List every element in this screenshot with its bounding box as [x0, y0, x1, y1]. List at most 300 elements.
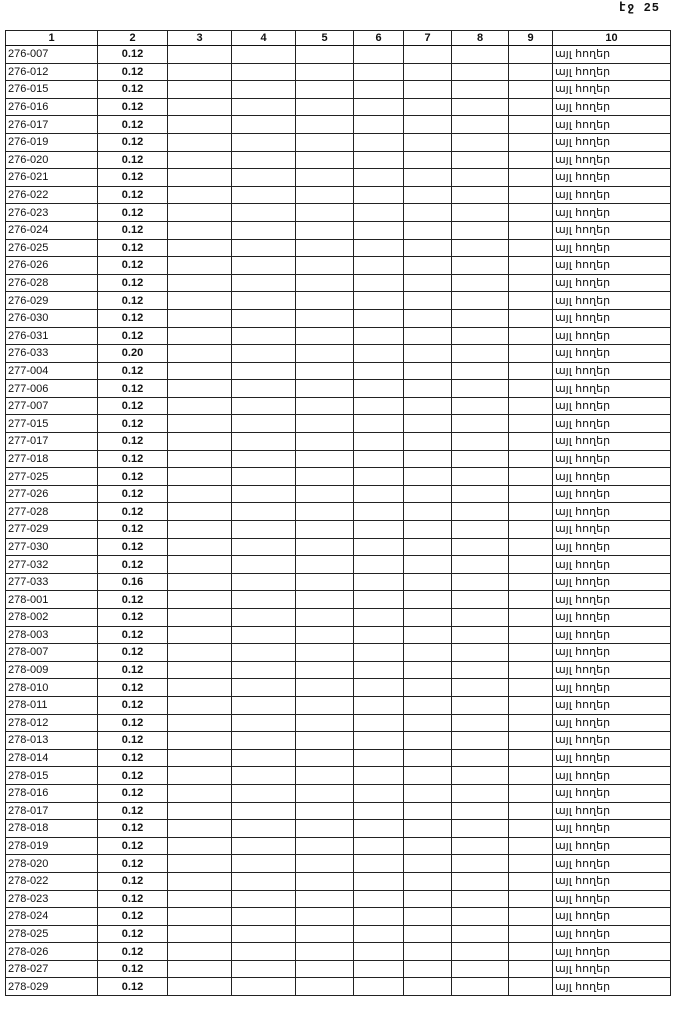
empty-cell [354, 820, 404, 838]
area-value-cell: 0.12 [98, 292, 168, 310]
empty-cell [232, 521, 296, 539]
empty-cell [509, 415, 553, 433]
empty-cell [452, 749, 509, 767]
empty-cell [452, 81, 509, 99]
land-type-cell: այլ հողեր [553, 380, 671, 398]
empty-cell [296, 609, 354, 627]
empty-cell [404, 960, 452, 978]
area-value-cell: 0.12 [98, 239, 168, 257]
empty-cell [404, 362, 452, 380]
empty-cell [354, 872, 404, 890]
empty-cell [296, 661, 354, 679]
parcel-code-cell: 278-025 [6, 925, 98, 943]
area-value-cell: 0.12 [98, 221, 168, 239]
table-row [6, 221, 671, 239]
table-row [6, 292, 671, 310]
empty-cell [452, 116, 509, 134]
empty-cell [354, 644, 404, 662]
empty-cell [232, 380, 296, 398]
empty-cell [452, 485, 509, 503]
empty-cell [296, 98, 354, 116]
land-type-cell: այլ հողեր [553, 626, 671, 644]
land-type-cell: այլ հողեր [553, 538, 671, 556]
table-row [6, 169, 671, 187]
table-row [6, 204, 671, 222]
empty-cell [509, 362, 553, 380]
empty-cell [296, 292, 354, 310]
empty-cell [354, 450, 404, 468]
empty-cell [168, 696, 232, 714]
empty-cell [168, 415, 232, 433]
empty-cell [509, 309, 553, 327]
parcel-code-cell: 278-015 [6, 767, 98, 785]
empty-cell [296, 679, 354, 697]
table-row [6, 151, 671, 169]
empty-cell [452, 855, 509, 873]
table-row [6, 644, 671, 662]
empty-cell [509, 696, 553, 714]
empty-cell [452, 925, 509, 943]
land-type-cell: այլ հողեր [553, 925, 671, 943]
parcel-code-cell: 278-022 [6, 872, 98, 890]
empty-cell [296, 380, 354, 398]
empty-cell [296, 591, 354, 609]
land-type-cell: այլ հողեր [553, 696, 671, 714]
table-row [6, 626, 671, 644]
empty-cell [232, 46, 296, 64]
parcel-code-cell: 278-023 [6, 890, 98, 908]
parcel-code-cell: 278-020 [6, 855, 98, 873]
empty-cell [404, 925, 452, 943]
land-type-cell: այլ հողեր [553, 169, 671, 187]
area-value-cell: 0.12 [98, 960, 168, 978]
empty-cell [168, 626, 232, 644]
empty-cell [354, 661, 404, 679]
area-value-cell: 0.12 [98, 890, 168, 908]
parcel-code-cell: 276-007 [6, 46, 98, 64]
table-row [6, 63, 671, 81]
table-row [6, 538, 671, 556]
empty-cell [509, 292, 553, 310]
empty-cell [232, 644, 296, 662]
land-type-cell: այլ հողեր [553, 116, 671, 134]
table-row [6, 890, 671, 908]
empty-cell [452, 890, 509, 908]
empty-cell [232, 169, 296, 187]
empty-cell [509, 204, 553, 222]
empty-cell [404, 116, 452, 134]
land-type-cell: այլ հողեր [553, 133, 671, 151]
empty-cell [296, 450, 354, 468]
land-type-cell: այլ հողեր [553, 397, 671, 415]
empty-cell [404, 767, 452, 785]
empty-cell [296, 433, 354, 451]
empty-cell [232, 450, 296, 468]
empty-cell [452, 309, 509, 327]
table-row [6, 450, 671, 468]
empty-cell [509, 450, 553, 468]
empty-cell [354, 837, 404, 855]
empty-cell [232, 292, 296, 310]
empty-cell [232, 820, 296, 838]
empty-cell [296, 63, 354, 81]
empty-cell [168, 292, 232, 310]
parcel-code-cell: 276-016 [6, 98, 98, 116]
empty-cell [232, 151, 296, 169]
empty-cell [404, 186, 452, 204]
empty-cell [509, 397, 553, 415]
empty-cell [168, 644, 232, 662]
land-type-cell: այլ հողեր [553, 943, 671, 961]
parcel-code-cell: 276-017 [6, 116, 98, 134]
area-value-cell: 0.12 [98, 133, 168, 151]
table-row [6, 960, 671, 978]
empty-cell [404, 63, 452, 81]
empty-cell [509, 169, 553, 187]
table-row [6, 591, 671, 609]
empty-cell [452, 450, 509, 468]
empty-cell [296, 257, 354, 275]
empty-cell [452, 292, 509, 310]
empty-cell [509, 468, 553, 486]
empty-cell [232, 204, 296, 222]
table-row [6, 943, 671, 961]
empty-cell [354, 538, 404, 556]
empty-cell [296, 855, 354, 873]
area-value-cell: 0.12 [98, 468, 168, 486]
empty-cell [296, 696, 354, 714]
parcel-code-cell: 277-032 [6, 556, 98, 574]
empty-cell [354, 362, 404, 380]
empty-cell [168, 327, 232, 345]
land-type-cell: այլ հողեր [553, 63, 671, 81]
column-header-7: 7 [404, 31, 452, 46]
empty-cell [296, 573, 354, 591]
table-row [6, 573, 671, 591]
empty-cell [452, 696, 509, 714]
area-value-cell: 0.12 [98, 327, 168, 345]
empty-cell [232, 81, 296, 99]
area-value-cell: 0.12 [98, 802, 168, 820]
area-value-cell: 0.12 [98, 696, 168, 714]
empty-cell [296, 538, 354, 556]
empty-cell [168, 837, 232, 855]
parcel-code-cell: 277-029 [6, 521, 98, 539]
table-body [6, 46, 671, 996]
empty-cell [452, 960, 509, 978]
empty-cell [404, 327, 452, 345]
area-value-cell: 0.12 [98, 784, 168, 802]
empty-cell [509, 661, 553, 679]
empty-cell [232, 186, 296, 204]
empty-cell [168, 309, 232, 327]
empty-cell [452, 415, 509, 433]
table-row [6, 327, 671, 345]
empty-cell [232, 784, 296, 802]
empty-cell [509, 855, 553, 873]
parcel-code-cell: 277-033 [6, 573, 98, 591]
empty-cell [509, 679, 553, 697]
column-header-1: 1 [6, 31, 98, 46]
empty-cell [509, 133, 553, 151]
column-header-4: 4 [232, 31, 296, 46]
empty-cell [354, 415, 404, 433]
parcel-code-cell: 276-026 [6, 257, 98, 275]
land-type-cell: այլ հողեր [553, 362, 671, 380]
empty-cell [296, 732, 354, 750]
empty-cell [452, 538, 509, 556]
empty-cell [168, 221, 232, 239]
column-header-2: 2 [98, 31, 168, 46]
empty-cell [232, 767, 296, 785]
empty-cell [404, 609, 452, 627]
empty-cell [354, 397, 404, 415]
table-row [6, 837, 671, 855]
parcel-code-cell: 277-004 [6, 362, 98, 380]
empty-cell [509, 485, 553, 503]
empty-cell [452, 943, 509, 961]
parcel-code-cell: 278-013 [6, 732, 98, 750]
empty-cell [296, 239, 354, 257]
land-type-cell: այլ հողեր [553, 679, 671, 697]
empty-cell [354, 908, 404, 926]
empty-cell [296, 908, 354, 926]
empty-cell [296, 521, 354, 539]
empty-cell [354, 521, 404, 539]
empty-cell [168, 239, 232, 257]
area-value-cell: 0.12 [98, 309, 168, 327]
area-value-cell: 0.12 [98, 925, 168, 943]
land-type-cell: այլ հողեր [553, 591, 671, 609]
empty-cell [354, 257, 404, 275]
area-value-cell: 0.12 [98, 433, 168, 451]
empty-cell [168, 204, 232, 222]
empty-cell [509, 221, 553, 239]
area-value-cell: 0.12 [98, 257, 168, 275]
column-header-6: 6 [354, 31, 404, 46]
empty-cell [168, 380, 232, 398]
table-row [6, 309, 671, 327]
empty-cell [168, 151, 232, 169]
area-value-cell: 0.12 [98, 380, 168, 398]
empty-cell [168, 573, 232, 591]
land-type-cell: այլ հողեր [553, 221, 671, 239]
empty-cell [232, 908, 296, 926]
land-type-cell: այլ հողեր [553, 820, 671, 838]
parcel-code-cell: 277-025 [6, 468, 98, 486]
land-type-cell: այլ հողեր [553, 521, 671, 539]
table-row [6, 925, 671, 943]
area-value-cell: 0.12 [98, 820, 168, 838]
land-type-cell: այլ հողեր [553, 292, 671, 310]
table-row [6, 257, 671, 275]
empty-cell [232, 274, 296, 292]
empty-cell [296, 81, 354, 99]
empty-cell [232, 257, 296, 275]
parcel-code-cell: 277-007 [6, 397, 98, 415]
empty-cell [354, 169, 404, 187]
empty-cell [296, 204, 354, 222]
empty-cell [168, 908, 232, 926]
parcel-code-cell: 278-012 [6, 714, 98, 732]
empty-cell [354, 960, 404, 978]
empty-cell [354, 573, 404, 591]
empty-cell [296, 468, 354, 486]
parcel-code-cell: 277-030 [6, 538, 98, 556]
empty-cell [452, 573, 509, 591]
empty-cell [296, 485, 354, 503]
empty-cell [354, 309, 404, 327]
column-header-9: 9 [509, 31, 553, 46]
empty-cell [296, 644, 354, 662]
empty-cell [168, 274, 232, 292]
empty-cell [452, 714, 509, 732]
empty-cell [232, 591, 296, 609]
empty-cell [296, 186, 354, 204]
empty-cell [296, 837, 354, 855]
empty-cell [452, 802, 509, 820]
empty-cell [509, 327, 553, 345]
empty-cell [354, 98, 404, 116]
empty-cell [404, 503, 452, 521]
empty-cell [296, 626, 354, 644]
parcel-code-cell: 276-030 [6, 309, 98, 327]
empty-cell [452, 98, 509, 116]
table-row [6, 380, 671, 398]
empty-cell [354, 485, 404, 503]
empty-cell [232, 925, 296, 943]
empty-cell [168, 855, 232, 873]
empty-cell [354, 609, 404, 627]
empty-cell [232, 573, 296, 591]
land-type-cell: այլ հողեր [553, 151, 671, 169]
header-row [6, 31, 671, 46]
empty-cell [404, 837, 452, 855]
empty-cell [452, 133, 509, 151]
land-type-cell: այլ հողեր [553, 345, 671, 363]
empty-cell [452, 732, 509, 750]
empty-cell [168, 978, 232, 996]
empty-cell [509, 644, 553, 662]
empty-cell [168, 345, 232, 363]
empty-cell [168, 46, 232, 64]
empty-cell [296, 767, 354, 785]
empty-cell [168, 521, 232, 539]
empty-cell [168, 468, 232, 486]
empty-cell [404, 908, 452, 926]
empty-cell [452, 63, 509, 81]
land-type-cell: այլ հողեր [553, 802, 671, 820]
empty-cell [354, 151, 404, 169]
table-row [6, 802, 671, 820]
empty-cell [404, 485, 452, 503]
empty-cell [232, 538, 296, 556]
table-row [6, 556, 671, 574]
empty-cell [452, 556, 509, 574]
area-value-cell: 0.12 [98, 274, 168, 292]
empty-cell [354, 116, 404, 134]
empty-cell [452, 327, 509, 345]
empty-cell [232, 116, 296, 134]
empty-cell [404, 626, 452, 644]
empty-cell [404, 415, 452, 433]
empty-cell [168, 872, 232, 890]
area-value-cell: 0.12 [98, 767, 168, 785]
empty-cell [232, 802, 296, 820]
empty-cell [296, 503, 354, 521]
empty-cell [452, 433, 509, 451]
empty-cell [354, 503, 404, 521]
empty-cell [404, 450, 452, 468]
empty-cell [452, 661, 509, 679]
empty-cell [509, 820, 553, 838]
land-type-cell: այլ հողեր [553, 556, 671, 574]
empty-cell [168, 749, 232, 767]
empty-cell [168, 433, 232, 451]
empty-cell [452, 837, 509, 855]
land-type-cell: այլ հողեր [553, 274, 671, 292]
empty-cell [354, 696, 404, 714]
column-header-3: 3 [168, 31, 232, 46]
empty-cell [509, 81, 553, 99]
land-type-cell: այլ հողեր [553, 46, 671, 64]
empty-cell [509, 802, 553, 820]
empty-cell [296, 872, 354, 890]
table-row [6, 679, 671, 697]
column-header-5: 5 [296, 31, 354, 46]
table-row [6, 468, 671, 486]
empty-cell [232, 626, 296, 644]
empty-cell [354, 749, 404, 767]
parcel-code-cell: 276-015 [6, 81, 98, 99]
table-row [6, 978, 671, 996]
empty-cell [232, 890, 296, 908]
empty-cell [168, 784, 232, 802]
empty-cell [452, 380, 509, 398]
empty-cell [404, 820, 452, 838]
area-value-cell: 0.12 [98, 186, 168, 204]
empty-cell [168, 661, 232, 679]
empty-cell [232, 485, 296, 503]
empty-cell [404, 573, 452, 591]
empty-cell [452, 626, 509, 644]
empty-cell [168, 503, 232, 521]
empty-cell [354, 63, 404, 81]
empty-cell [168, 925, 232, 943]
empty-cell [232, 837, 296, 855]
land-type-cell: այլ հողեր [553, 661, 671, 679]
table-row [6, 855, 671, 873]
empty-cell [232, 960, 296, 978]
parcel-code-cell: 276-021 [6, 169, 98, 187]
parcel-code-cell: 278-024 [6, 908, 98, 926]
empty-cell [354, 433, 404, 451]
parcel-code-cell: 276-025 [6, 239, 98, 257]
empty-cell [404, 468, 452, 486]
table-row [6, 345, 671, 363]
empty-cell [168, 116, 232, 134]
empty-cell [404, 221, 452, 239]
parcel-code-cell: 278-009 [6, 661, 98, 679]
empty-cell [168, 485, 232, 503]
empty-cell [296, 925, 354, 943]
empty-cell [509, 186, 553, 204]
parcel-code-cell: 276-020 [6, 151, 98, 169]
parcel-code-cell: 277-017 [6, 433, 98, 451]
empty-cell [452, 362, 509, 380]
empty-cell [296, 978, 354, 996]
land-type-cell: այլ հողեր [553, 732, 671, 750]
